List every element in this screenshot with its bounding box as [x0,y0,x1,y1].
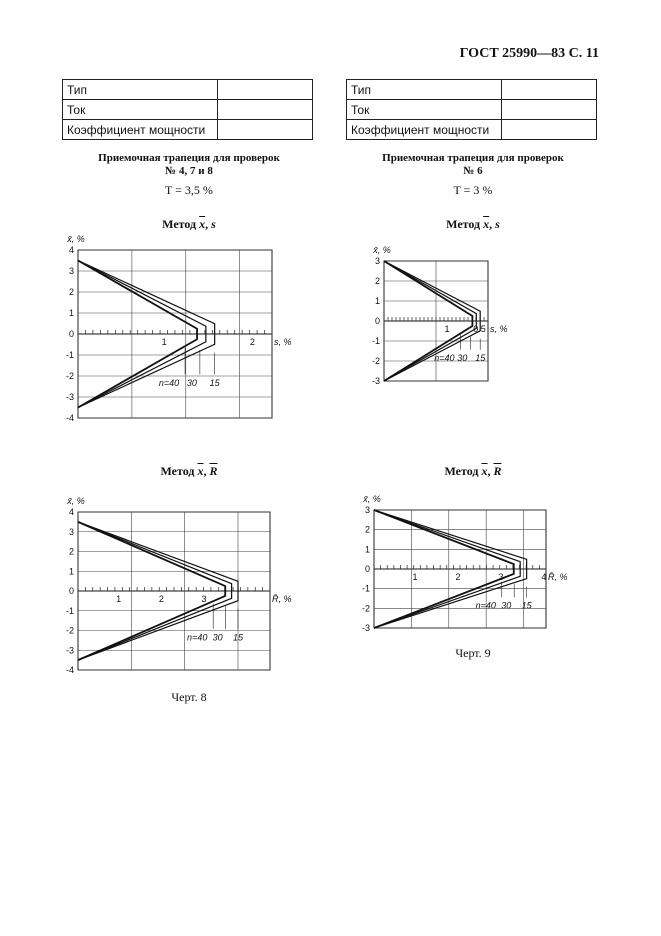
y-tick-label: -4 [65,413,74,423]
x-tick-label: 4 [541,572,547,582]
series-label: 15 [209,378,220,388]
table-row [63,120,313,140]
y-tick-label: 1 [374,296,380,306]
row-value [502,120,597,140]
y-tick-label: -2 [371,356,380,366]
caption-right-line1: Приемочная трапеция для проверок [382,152,564,164]
series-label: 30 [501,600,512,611]
x-tick-label: 2 [249,337,255,347]
series-label: n=40 [475,600,496,611]
info-table-left [62,79,313,140]
chart-left-xr [62,490,322,680]
y-axis-label: x̄, % [373,245,391,255]
y-tick-label: 0 [68,586,74,596]
y-tick-label: -3 [65,645,74,656]
method-title-left-1: Метод $\overline{x}$, s [162,217,216,231]
row-value [218,120,313,140]
series-label: 30 [212,632,223,643]
caption-left-line1: Приемочная трапеция для проверок [98,152,280,164]
info-table-right [346,79,597,140]
x-axis-label: s, % [274,337,292,347]
figure-caption-left: Черт. 8 [171,690,207,704]
y-tick-label: -1 [65,605,74,616]
caption-right [346,152,600,178]
y-axis-label: x̄, % [363,494,381,504]
series-label: 30 [457,353,468,363]
y-axis-label: x̄, % [67,496,85,506]
y-tick-label: -3 [371,376,380,386]
x-tick-label: 1 [444,324,450,334]
y-tick-label: -1 [371,336,380,346]
y-tick-label: 4 [68,245,74,255]
page-header: ГОСТ 25990—83 С. 11 [459,46,599,61]
y-tick-label: -4 [65,665,74,675]
y-tick-label: 3 [374,256,380,266]
x-tick-label: 2 [455,572,461,582]
x-axis-label: s, % [490,324,508,334]
y-tick-label: -2 [361,603,370,614]
x-tick-label: 1 [116,594,122,604]
row-value [218,100,313,120]
x-axis-label: R̄, % [272,594,292,604]
series-label: 15 [232,632,244,643]
method-title-right-1: Метод $\overline{x}$, s [446,217,500,231]
table-row [63,100,313,120]
method-title-right-2: Метод $\overline{x}$, $\overline{R}$ [444,464,502,478]
method-title-left-2: Метод $\overline{x}$, $\overline{R}$ [160,464,218,478]
row-label: Коэффициент мощности [347,120,502,140]
y-tick-label: 3 [68,266,74,276]
y-tick-label: -2 [65,625,74,636]
series-label: n=40 [158,378,180,388]
y-tick-label: 1 [68,566,74,577]
y-tick-label: -2 [65,371,74,381]
row-value [502,100,597,120]
y-tick-label: 4 [68,507,74,517]
row-value [218,80,313,100]
row-label: Тип [63,80,218,100]
chart-left-xs [62,230,322,430]
y-tick-label: 2 [364,524,370,535]
y-tick-label: 0 [374,316,380,326]
series-label: 15 [521,600,532,611]
t-value-left: T = 3,5 % [165,183,213,197]
y-tick-label: 0 [364,564,370,574]
chart-right-xr [360,492,570,637]
t-value-right: T = 3 % [453,183,493,197]
y-axis-label: x̄, % [67,234,85,244]
y-tick-label: 1 [68,308,74,318]
row-label: Ток [63,100,218,120]
row-label: Коэффициент мощности [63,120,218,140]
y-tick-label: -1 [65,350,74,360]
series-label: n=40 [187,632,208,643]
caption-left-line2: № 4, 7 и 8 [165,165,213,177]
series-label: n=40 [434,353,455,363]
y-tick-label: 3 [364,505,370,515]
table-row [347,80,597,100]
x-tick-label: 1 [161,337,167,347]
y-tick-label: 2 [68,546,74,557]
y-tick-label: -3 [65,392,74,402]
caption-right-line2: № 6 [463,165,483,177]
y-tick-label: 2 [68,287,74,297]
table-row [347,120,597,140]
row-label: Ток [347,100,502,120]
series-label: 30 [186,378,197,388]
x-tick-label: 3 [498,572,504,582]
y-tick-label: -3 [361,623,370,633]
x-tick-label: 0.5 [473,324,486,334]
caption-left [62,152,316,178]
row-label: Тип [347,80,502,100]
x-axis-label: R̄, % [548,572,568,582]
chart-right-xs [368,245,568,390]
x-tick-label: 1 [412,572,418,582]
x-tick-label: 2 [158,594,164,604]
table-row [63,80,313,100]
y-tick-label: 0 [68,329,74,339]
row-value [502,80,597,100]
table-row [347,100,597,120]
figure-caption-right: Черт. 9 [455,646,491,660]
y-tick-label: -1 [361,583,370,594]
series-label: 15 [475,353,486,363]
y-tick-label: 3 [68,526,74,537]
y-tick-label: 2 [374,276,380,286]
x-tick-label: 3 [201,594,207,604]
y-tick-label: 1 [364,544,370,555]
